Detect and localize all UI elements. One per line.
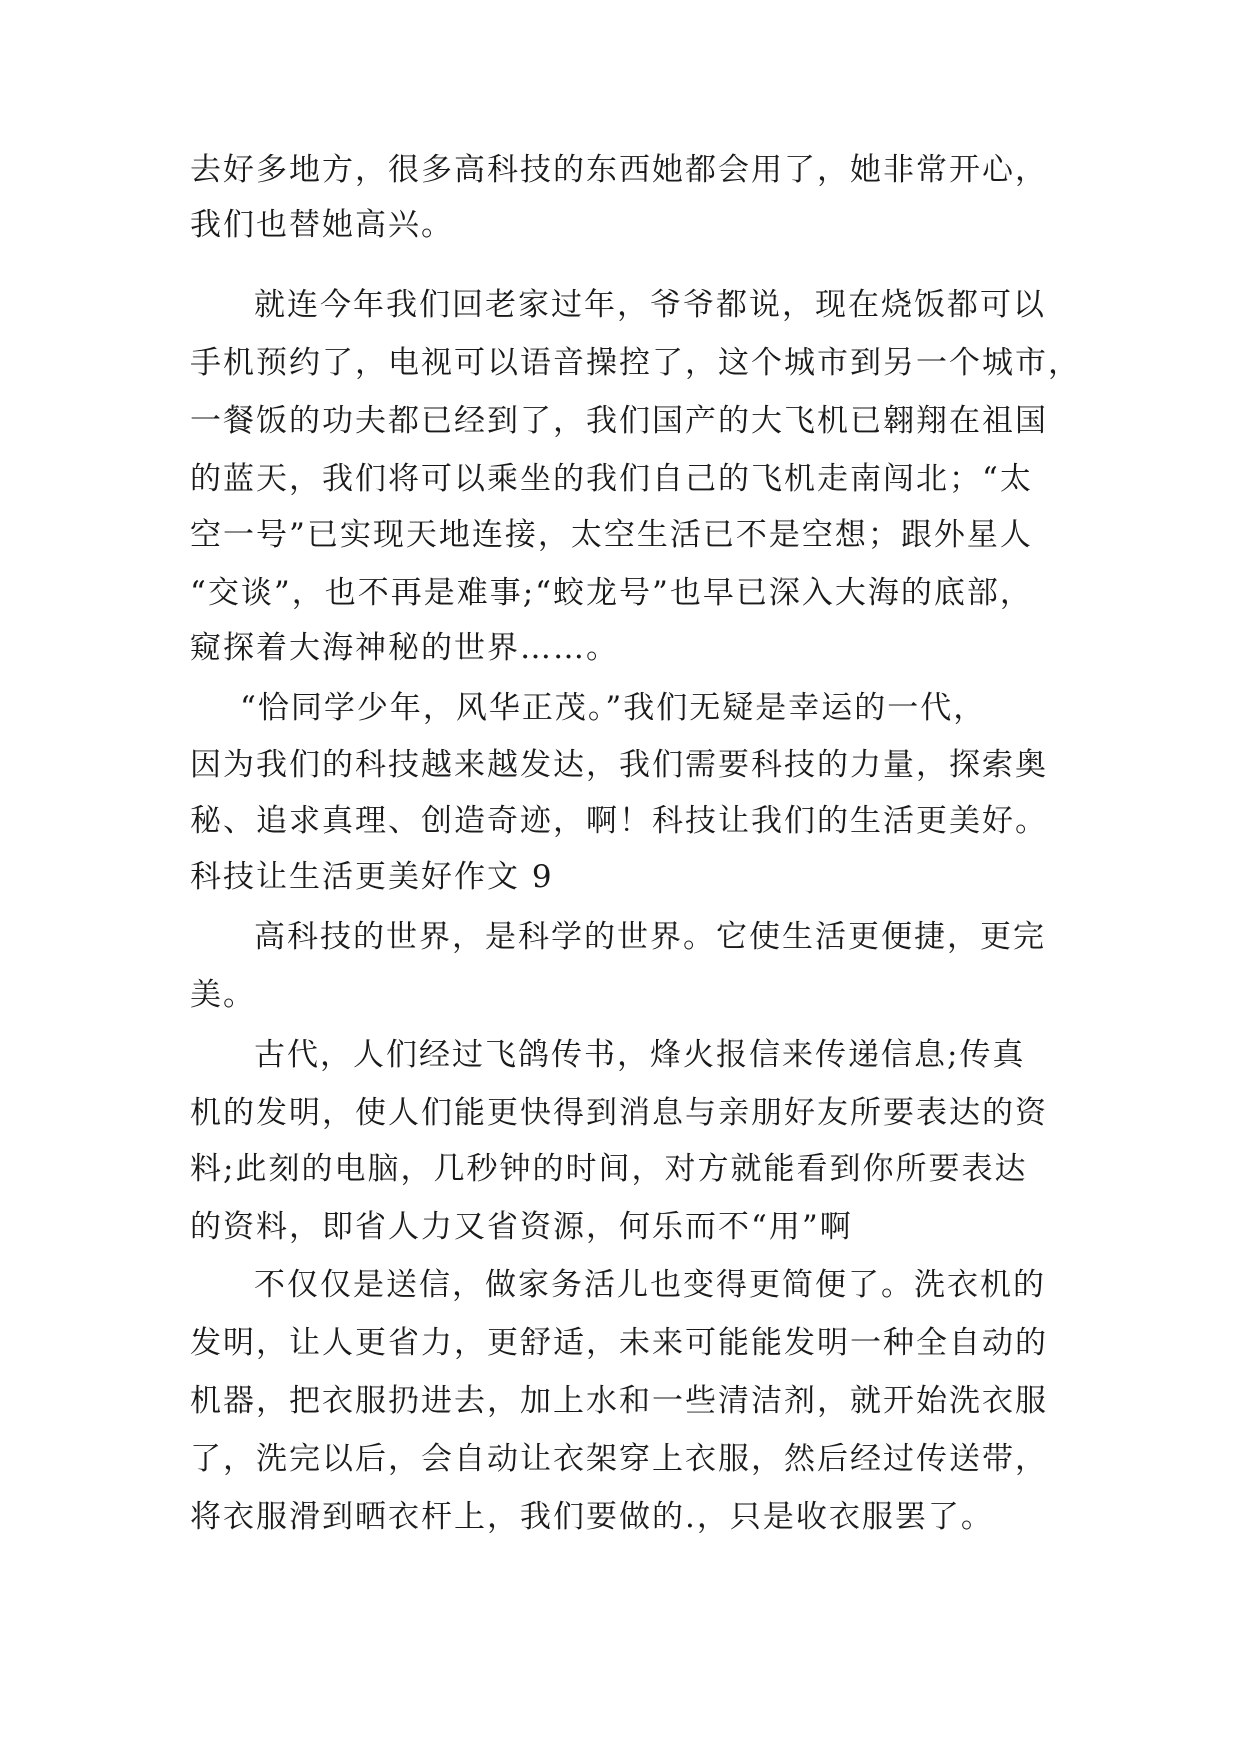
text-line: “交谈”，也不再是难事;“蛟龙号”也早已深入大海的底部， (190, 575, 1033, 611)
text-line: 秘、追求真理、创造奇迹，啊！科技让我们的生活更美好。 (190, 803, 1048, 839)
section-title: 科技让生活更美好作文 9 (190, 859, 554, 895)
text-line: 美。 (190, 977, 256, 1013)
text-line: 了，洗完以后，会自动让衣架穿上衣服，然后经过传送带， (190, 1441, 1048, 1477)
text-line: 料;此刻的电脑，几秒钟的时间，对方就能看到你所要表达 (190, 1151, 1028, 1187)
text-line: 窥探着大海神秘的世界……。 (190, 630, 619, 666)
text-line: 高科技的世界，是科学的世界。它使生活更便捷，更完 (254, 919, 1046, 955)
text-line: 机的发明，使人们能更快得到消息与亲朋好友所要表达的资 (190, 1095, 1048, 1131)
text-line: “恰同学少年，风华正茂。”我们无疑是幸运的一代， (240, 690, 987, 726)
text-line: 古代，人们经过飞鸽传书，烽火报信来传递信息;传真 (254, 1037, 1026, 1073)
text-line: 的蓝天，我们将可以乘坐的我们自己的飞机走南闯北；“太 (190, 461, 1033, 497)
text-line: 一餐饭的功夫都已经到了，我们国产的大飞机已翱翔在祖国 (190, 403, 1048, 439)
text-line: 空一号”已实现天地连接，太空生活已不是空想；跟外星人 (190, 517, 1033, 553)
text-line: 不仅仅是送信，做家务活儿也变得更简便了。洗衣机的 (254, 1267, 1046, 1303)
text-line: 就连今年我们回老家过年，爷爷都说，现在烧饭都可以 (254, 287, 1046, 323)
text-line: 的资料，即省人力又省资源，何乐而不“用”啊 (190, 1209, 853, 1245)
text-line: 我们也替她高兴。 (190, 207, 454, 243)
text-line: 机器，把衣服扔进去，加上水和一些清洁剂，就开始洗衣服 (190, 1383, 1048, 1419)
text-line: 手机预约了，电视可以语音操控了，这个城市到另一个城市， (190, 345, 1081, 381)
text-line: 因为我们的科技越来越发达，我们需要科技的力量，探索奥 (190, 747, 1048, 783)
text-line: 去好多地方，很多高科技的东西她都会用了，她非常开心， (190, 152, 1048, 188)
text-line: 将衣服滑到晒衣杆上，我们要做的.，只是收衣服罢了。 (190, 1499, 994, 1535)
text-line: 发明，让人更省力，更舒适，未来可能能发明一种全自动的 (190, 1325, 1048, 1361)
